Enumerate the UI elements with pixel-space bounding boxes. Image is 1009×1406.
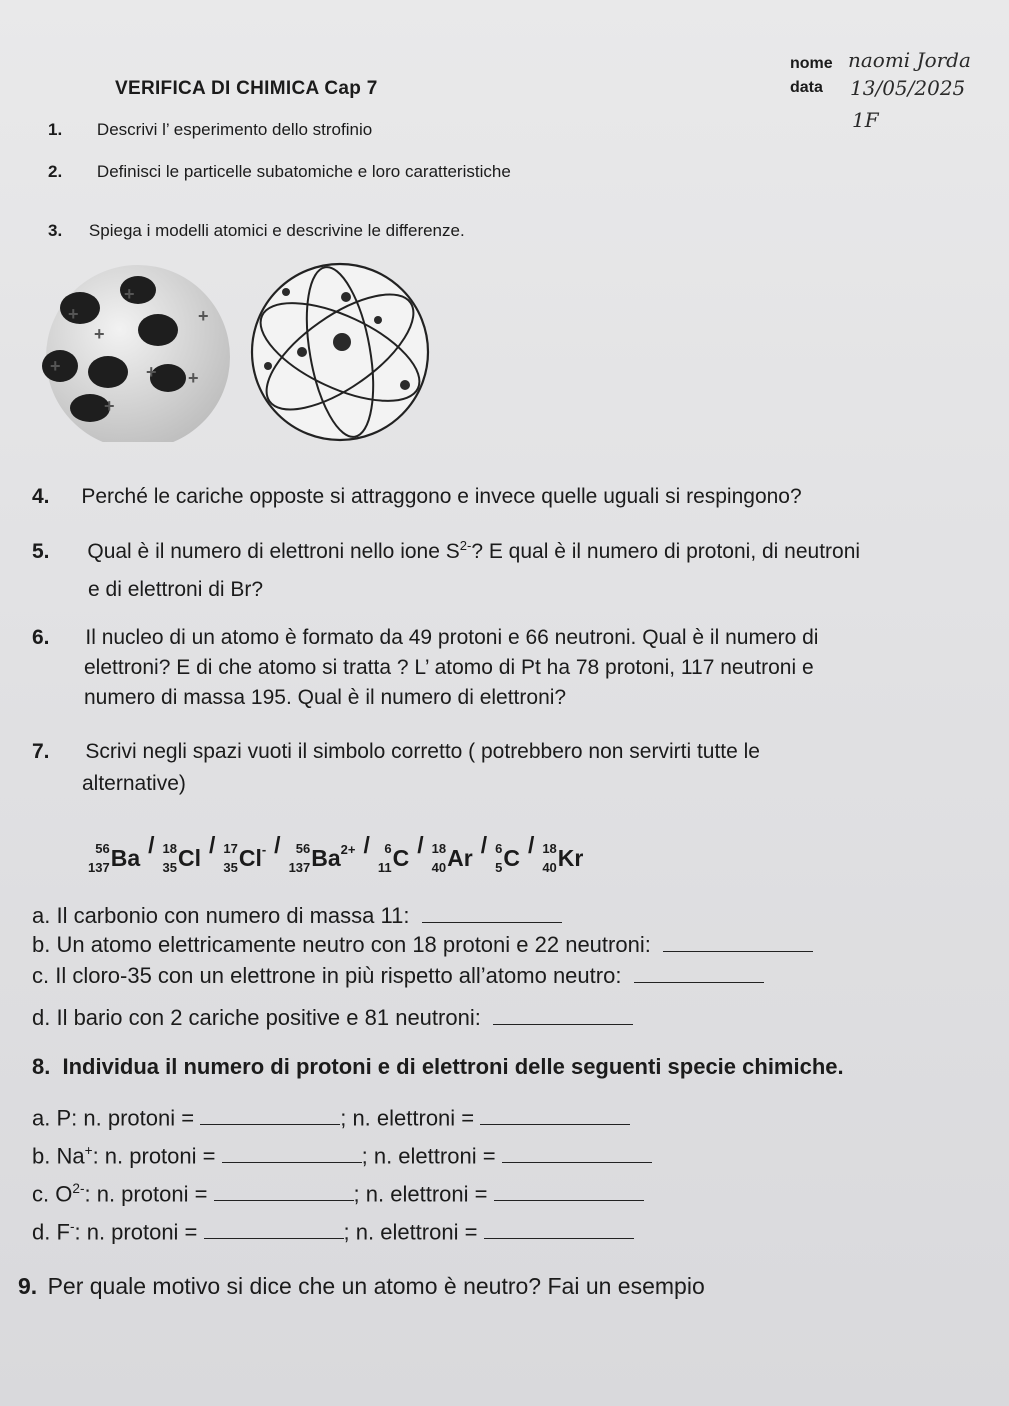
isotope-symbol [163,842,201,874]
question-number: 1. [48,120,63,139]
q7-item-c [32,963,764,989]
protoni-blank[interactable] [214,1199,354,1201]
isotope-subscript: 35 [162,860,177,875]
isotope-superscript: 18 [431,841,447,856]
isotope-superscript: 56 [295,841,311,856]
protoni-label: : n. protoni = [92,1143,216,1169]
question-text: Il nucleo di un atomo è formato da 49 protoni e 66 neutroni. Qual è il numero di [85,626,819,649]
elettroni-label: ; n. elettroni = [343,1219,478,1245]
question-number: 7. [32,740,50,763]
element-symbol: Cl [238,844,262,871]
species-symbol: F [56,1219,70,1245]
element-symbol: C [503,844,520,871]
species-symbol: Na [56,1143,85,1169]
elettroni-blank[interactable] [480,1123,630,1125]
isotope-subscript: 5 [495,860,503,875]
isotope-symbol [223,842,266,874]
element-symbol: C [392,844,410,871]
question-number: 4. [32,485,50,508]
question-7 [32,740,760,764]
isotope-symbol [495,842,520,874]
isotope-superscript: 18 [162,841,177,856]
item-label: b. Un atomo elettricamente neutro con 18 protoni e 22 neutroni: [32,932,651,957]
elettroni-label: ; n. elettroni = [361,1143,496,1169]
question-number: 3. [48,221,63,240]
question-text: ? E qual è il numero di protoni, di neutroni [471,540,861,563]
q8-item-a [32,1105,630,1131]
question-text: Spiega i modelli atomici e descrivine le differenze. [88,221,465,240]
isotope-subscript: 40 [542,860,557,875]
protoni-label: : n. protoni = [84,1181,208,1207]
isotope-superscript: 6 [495,841,503,856]
question-2 [48,162,511,182]
q8-item-c [32,1181,644,1207]
item-label: a. Il carbonio con numero di massa 11: [32,903,410,928]
data-value: 13/05/2025 [850,76,966,100]
question-8 [32,1054,844,1080]
question-text: Perché le cariche opposte si attraggono e invece quelle uguali si respingono? [81,485,802,508]
isotope-superscript: 6 [384,841,392,856]
data-label: data [790,79,823,96]
symbol-separator: / [480,832,488,858]
species-charge: + [84,1143,93,1158]
elettroni-blank[interactable] [494,1199,644,1201]
item-letter: b. [32,1143,51,1169]
answer-blank[interactable] [634,981,764,983]
element-symbol: Ba [110,844,141,871]
isotope-subscript: 11 [377,860,392,875]
question-3 [48,221,465,241]
question-text: Descrivi l’ esperimento dello strofinio [96,120,373,139]
question-text: Qual è il numero di elettroni nello ione S [87,540,460,563]
ion-charge: 2- [459,538,472,553]
answer-blank[interactable] [493,1023,633,1025]
page-title: VERIFICA DI CHIMICA Cap 7 [115,78,378,99]
question-6-line-2: elettroni? E di che atomo si tratta ? L’ atomo di Pt ha 78 protoni, 117 neutroni e [84,656,814,679]
isotope-superscript: 18 [542,841,557,856]
plus-sign: + [68,304,79,324]
protoni-blank[interactable] [200,1123,340,1125]
isotope-subscript: 40 [431,860,447,875]
question-number: 9. [18,1273,38,1299]
species-charge: - [69,1219,75,1234]
q8-item-b [32,1143,652,1169]
rutherford-model-image [240,262,440,442]
symbol-separator: / [527,832,535,858]
elettroni-label: ; n. elettroni = [353,1181,488,1207]
thomson-model-image [38,262,238,442]
element-symbol: Cl [177,844,201,871]
answer-blank[interactable] [422,921,562,923]
protoni-blank[interactable] [222,1161,362,1163]
plus-sign: + [198,306,209,326]
question-5-line-2: e di elettroni di Br? [88,578,264,601]
q8-item-d [32,1219,634,1245]
isotope-symbol [289,842,356,874]
elettroni-blank[interactable] [502,1161,652,1163]
ion-charge: - [261,842,267,857]
question-6-line-3: numero di massa 195. Qual è il numero di elettroni? [84,686,567,709]
question-9 [18,1273,705,1300]
isotope-superscript: 56 [95,841,110,856]
isotope-symbol [378,842,409,874]
isotope-symbol [432,842,473,874]
plus-sign: + [146,362,157,382]
question-number: 2. [48,162,63,181]
q7-item-b [32,932,813,958]
symbol-separator: / [363,832,370,858]
elettroni-blank[interactable] [484,1237,634,1239]
nome-label: nome [790,55,833,72]
class-value: 1F [852,108,879,132]
item-label: c. Il cloro-35 con un elettrone in più rispetto all’atomo neutro: [32,963,622,988]
question-5 [32,538,860,564]
item-label: d. Il bario con 2 cariche positive e 81 neutroni: [32,1005,481,1030]
symbol-choices [88,832,583,874]
question-text: Scrivi negli spazi vuoti il simbolo corretto ( potrebbero non servirti tutte le [85,740,760,763]
plus-sign: + [94,324,105,344]
question-6 [32,626,818,650]
q7-item-d [32,1005,633,1031]
nome-value: naomi Jorda [848,48,971,72]
plus-sign: + [50,356,61,376]
element-symbol: Ar [447,844,473,871]
question-text: Definisci le particelle subatomiche e loro caratteristiche [96,162,511,181]
isotope-superscript: 17 [223,841,238,856]
question-1 [48,120,372,140]
protoni-blank[interactable] [204,1237,344,1239]
plus-sign: + [124,284,135,304]
species-symbol: O [55,1181,73,1207]
question-number: 8. [32,1054,51,1079]
elettroni-label: ; n. elettroni = [340,1105,475,1131]
element-symbol: Ba [311,844,341,871]
element-symbol: Kr [557,844,584,871]
q7-item-a [32,903,562,929]
species-charge: 2- [72,1181,85,1196]
symbol-separator: / [417,832,424,858]
protoni-label: : n. protoni = [74,1219,198,1245]
question-text: Per quale motivo si dice che un atomo è neutro? Fai un esempio [47,1273,705,1299]
species-symbol: P [56,1105,72,1131]
answer-blank[interactable] [663,950,813,952]
item-letter: d. [32,1219,51,1245]
isotope-symbol [88,842,140,874]
question-text: Individua il numero di protoni e di elettroni delle seguenti specie chimiche. [62,1054,844,1079]
isotope-subscript: 137 [88,860,110,875]
item-letter: a. [32,1105,51,1131]
isotope-subscript: 137 [288,860,311,875]
item-letter: c. [32,1181,50,1207]
plus-sign: + [188,368,199,388]
question-4 [32,485,802,509]
question-number: 6. [32,626,50,649]
symbol-separator: / [208,832,216,858]
question-number: 5. [32,540,50,563]
question-7-line-2: alternative) [82,772,186,795]
symbol-separator: / [274,832,281,858]
ion-charge: 2+ [340,842,356,857]
isotope-subscript: 35 [223,860,238,875]
symbol-separator: / [148,832,155,858]
plus-sign: + [104,396,115,416]
isotope-symbol [542,842,583,874]
protoni-label: : n. protoni = [71,1105,195,1131]
